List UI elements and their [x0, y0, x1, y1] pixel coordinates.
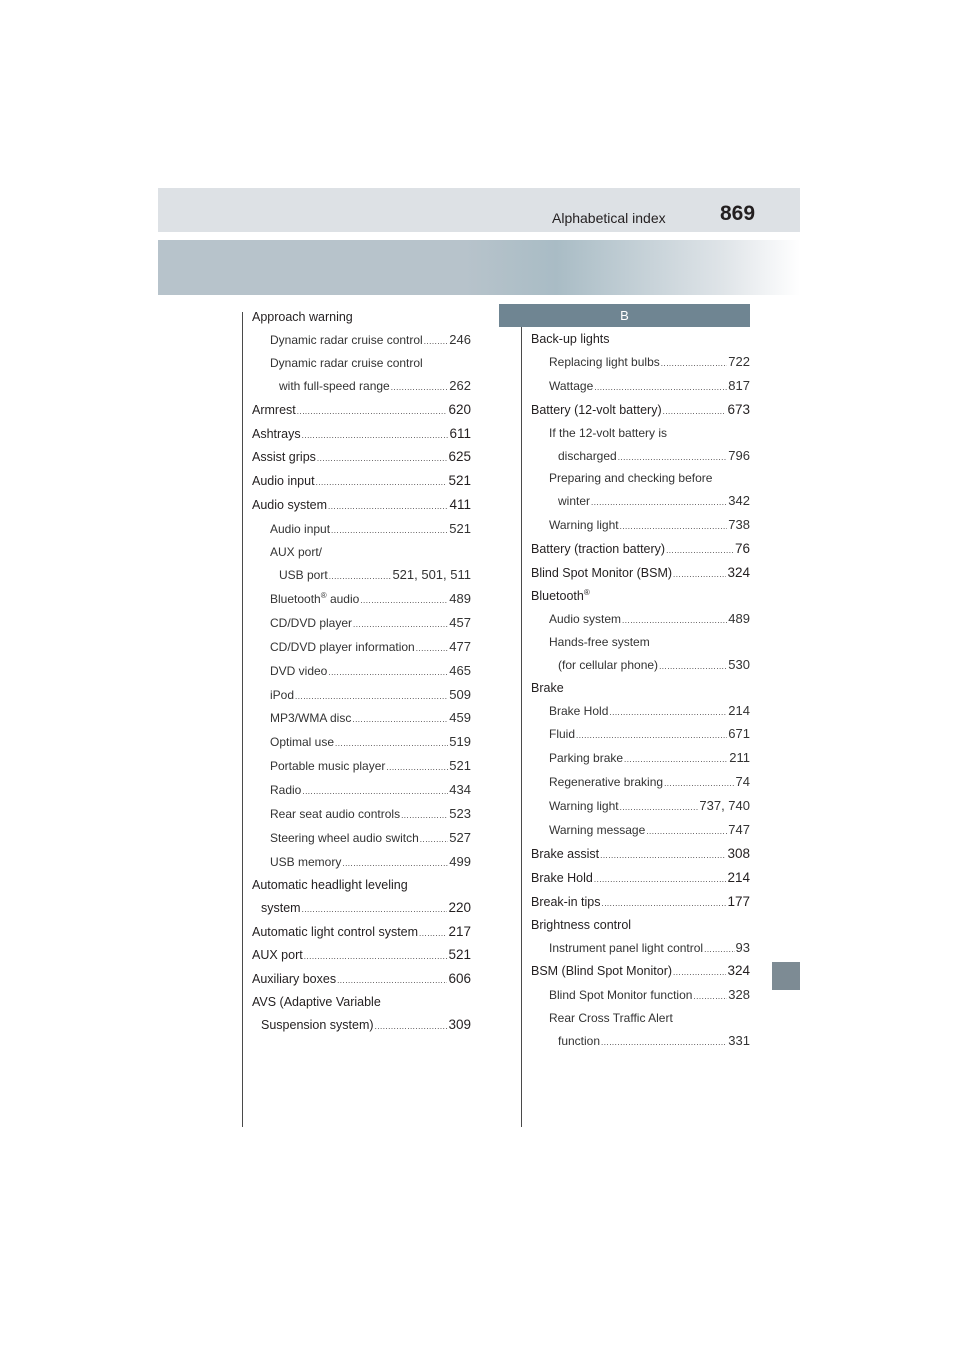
index-entry: Brake	[531, 680, 564, 695]
index-entry: Battery (traction battery) ..... 76	[531, 538, 750, 562]
index-entry: Audio system ..... 411	[252, 494, 471, 518]
index-subentry: (for cellular phone) ..... 530	[531, 654, 750, 678]
index-column-left	[252, 307, 471, 1038]
index-subentry: USB memory ..... 499	[252, 851, 471, 875]
index-entry: system ..... 220	[252, 897, 471, 921]
index-subentry: AUX port/	[270, 545, 323, 560]
index-entry: Brake assist ..... 308	[531, 843, 750, 867]
index-entry: Break-in tips ..... 177	[531, 891, 750, 915]
index-entry: Ashtrays ..... 611	[252, 423, 471, 447]
index-subentry: Warning light ..... 737, 740	[531, 795, 750, 819]
index-subentry: Brake Hold ..... 214	[531, 700, 750, 724]
index-subentry: Wattage ..... 817	[531, 375, 750, 399]
index-column-right	[531, 329, 750, 1054]
index-entry: AUX port ..... 521	[252, 944, 471, 968]
decorative-band	[158, 240, 800, 295]
index-entry: Battery (12-volt battery) ..... 673	[531, 399, 750, 423]
index-subentry: If the 12-volt battery is	[549, 425, 668, 440]
index-subentry: Audio input ..... 521	[252, 518, 471, 542]
index-entry: Bluetooth®	[531, 587, 590, 603]
index-subentry: Radio ..... 434	[252, 779, 471, 803]
header-title: Alphabetical index	[552, 210, 666, 226]
index-entry: Audio input ..... 521	[252, 470, 471, 494]
index-subentry: DVD video ..... 465	[252, 660, 471, 684]
index-subentry: iPod ..... 509	[252, 684, 471, 708]
index-entry: Armrest ..... 620	[252, 399, 471, 423]
index-entry: Auxiliary boxes ..... 606	[252, 968, 471, 992]
index-subentry: Instrument panel light control ..... 93	[531, 937, 750, 961]
index-entry: Back-up lights	[531, 332, 610, 346]
index-subentry: CD/DVD player ..... 457	[252, 612, 471, 636]
index-entry: Brake Hold ..... 214	[531, 867, 750, 891]
index-subentry: discharged ..... 796	[531, 445, 750, 469]
index-subentry: Warning message ..... 747	[531, 819, 750, 843]
index-subentry: Steering wheel audio switch ..... 527	[252, 827, 471, 851]
index-subentry: Regenerative braking ..... 74	[531, 771, 750, 795]
index-subentry: Rear Cross Traffic Alert	[549, 1011, 673, 1026]
index-subentry: CD/DVD player information ..... 477	[252, 636, 471, 660]
index-subentry: Blind Spot Monitor function ..... 328	[531, 984, 750, 1008]
index-subentry: Hands-free system	[549, 634, 650, 649]
index-subentry: function ..... 331	[531, 1030, 750, 1054]
index-entry: Suspension system) ..... 309	[252, 1014, 471, 1038]
index-subentry: Fluid ..... 671	[531, 723, 750, 747]
index-entry: BSM (Blind Spot Monitor) ..... 324	[531, 960, 750, 984]
index-subentry: Dynamic radar cruise control ..... 246	[252, 329, 471, 353]
index-subentry: USB port ..... 521, 501, 511	[252, 564, 471, 588]
column-rule-left	[242, 312, 243, 1127]
index-subentry: Optimal use ..... 519	[252, 731, 471, 755]
index-subentry: Rear seat audio controls ..... 523	[252, 803, 471, 827]
index-entry: Automatic light control system ..... 217	[252, 921, 471, 945]
index-entry: Blind Spot Monitor (BSM) ..... 324	[531, 562, 750, 586]
index-entry: Automatic headlight leveling	[252, 877, 408, 892]
column-rule-right	[521, 312, 522, 1127]
index-subentry: Replacing light bulbs ..... 722	[531, 351, 750, 375]
index-subentry: winter ..... 342	[531, 490, 750, 514]
index-subentry: Parking brake ..... 211	[531, 747, 750, 771]
thumb-tab	[772, 962, 800, 990]
page-number: 869	[720, 202, 756, 225]
index-subentry: Audio system ..... 489	[531, 608, 750, 632]
section-heading: B	[499, 304, 750, 327]
index-subentry: with full-speed range ..... 262	[252, 375, 471, 399]
index-subentry: Warning light ..... 738	[531, 514, 750, 538]
index-subentry: Bluetooth® audio ..... 489	[252, 588, 471, 612]
header-bar	[158, 188, 800, 232]
index-entry: Assist grips ..... 625	[252, 446, 471, 470]
index-subentry: Portable music player ..... 521	[252, 755, 471, 779]
index-subentry: MP3/WMA disc ..... 459	[252, 707, 471, 731]
index-entry: Brightness control	[531, 917, 632, 932]
index-subentry: Dynamic radar cruise control	[270, 355, 423, 370]
index-entry: AVS (Adaptive Variable	[252, 995, 381, 1010]
index-entry: Approach warning	[252, 310, 353, 324]
index-subentry: Preparing and checking before	[549, 471, 713, 486]
